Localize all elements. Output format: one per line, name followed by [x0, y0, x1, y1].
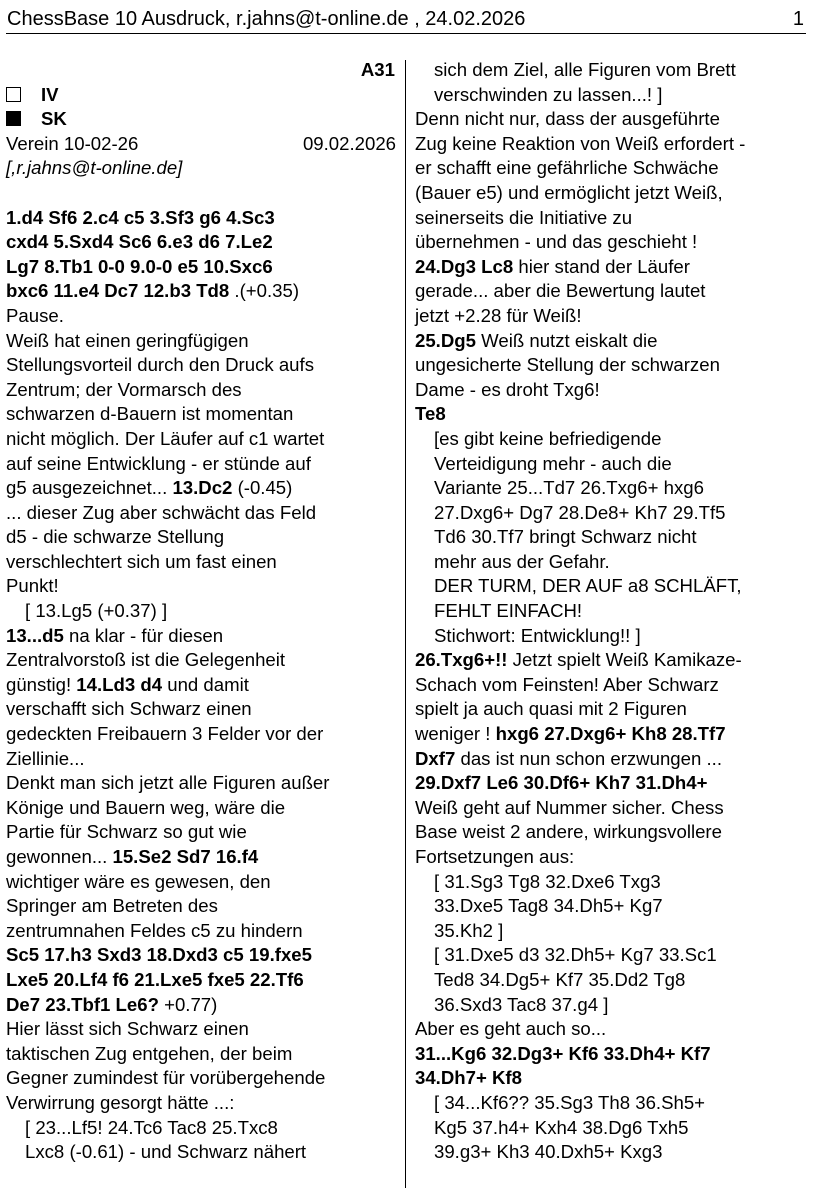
comment-text: Weiß hat einen geringfügigen [6, 329, 249, 351]
move-text: Lxe5 20.Lf4 f6 21.Lxe5 fxe5 22.Tf6 [6, 968, 304, 990]
text-line [415, 870, 807, 895]
text-line [415, 230, 807, 255]
comment-text: [ 31.Dxe5 d3 32.Dh5+ Kg7 33.Sc1 [434, 944, 717, 966]
text-line [415, 83, 807, 108]
text-line [415, 329, 807, 354]
comment-text: Jetzt spielt Weiß Kamikaze- [507, 649, 742, 671]
text-line [415, 206, 807, 231]
text-line [415, 993, 807, 1018]
move-text: cxd4 5.Sxd4 Sc6 6.e3 d6 7.Le2 [6, 231, 273, 253]
comment-text: schwarzen d-Bauern ist momentan [6, 403, 294, 425]
move-text: 29.Dxf7 Le6 30.Df6+ Kh7 31.Dh4+ [415, 772, 708, 794]
comment-text: Hier lässt sich Schwarz einen [6, 1018, 249, 1040]
text-line [415, 402, 807, 427]
text-line [6, 550, 398, 575]
comment-text: na klar - für diesen [63, 624, 224, 646]
text-line [415, 574, 807, 599]
comment-text: g5 ausgezeichnet... [6, 477, 173, 499]
text-line [415, 1091, 807, 1116]
comment-text: Pause. [6, 304, 64, 326]
comment-text: [ 13.Lg5 (+0.37) ] [25, 600, 168, 622]
header-title: ChessBase 10 Ausdruck, r.jahns@t-online.de , 24.02.2026 [7, 8, 526, 30]
comment-text: Kg5 37.h4+ Kxh4 38.Dg6 Txh5 [434, 1116, 689, 1138]
text-line [415, 1042, 807, 1067]
text-line [6, 304, 398, 329]
move-text: 26.Txg6+!! [415, 649, 508, 671]
text-line [6, 501, 398, 526]
text-line [415, 58, 807, 83]
text-line [415, 894, 807, 919]
text-line [415, 919, 807, 944]
move-text: bxc6 11.e4 Dc7 12.b3 Td8 [6, 280, 230, 302]
comment-text: 33.Dxe5 Tag8 34.Dh5+ Kg7 [434, 895, 663, 917]
text-line [6, 427, 398, 452]
text-line [415, 1116, 807, 1141]
comment-text: Könige und Bauern weg, wäre die [6, 796, 286, 818]
move-text: Lg7 8.Tb1 0-0 9.0-0 e5 10.Sxc6 [6, 255, 273, 277]
blank-line [6, 181, 398, 206]
text-line [6, 919, 398, 944]
text-line [415, 968, 807, 993]
text-line [415, 279, 807, 304]
text-line [6, 599, 398, 624]
column-divider [405, 60, 406, 1188]
text-line [415, 747, 807, 772]
comment-text: Aber es geht auch so... [415, 1018, 607, 1040]
left-annotation-text [6, 206, 398, 1165]
text-line [415, 845, 807, 870]
black-square-icon [6, 111, 21, 126]
comment-text: Weiß geht auf Nummer sicher. Chess [415, 796, 724, 818]
move-text: Sc5 17.h3 Sxd3 18.Dxd3 c5 19.fxe5 [6, 944, 312, 966]
comment-text: Stichwort: Entwicklung!! ] [434, 624, 641, 646]
comment-text: Partie für Schwarz so gut wie [6, 821, 247, 843]
comment-text: jetzt +2.28 für Weiß! [415, 304, 582, 326]
comment-text: Denn nicht nur, dass der ausgeführte [415, 108, 720, 130]
black-player-row [6, 107, 398, 132]
text-line [415, 1066, 807, 1091]
page-number: 1 [792, 8, 804, 30]
game-date: 09.02.2026 [302, 132, 396, 154]
comment-text: spielt ja auch quasi mit 2 Figuren [415, 698, 687, 720]
text-line [415, 796, 807, 821]
text-line [6, 279, 398, 304]
text-line [415, 624, 807, 649]
comment-text: gedeckten Freibauern 3 Felder vor der [6, 723, 324, 745]
comment-text: Verwirrung gesorgt hätte ...: [6, 1091, 235, 1113]
comment-text: +0.77) [158, 993, 218, 1015]
text-line [415, 697, 807, 722]
text-line [415, 132, 807, 157]
comment-text: sich dem Ziel, alle Figuren vom Brett [434, 59, 736, 80]
comment-text: [ 34...Kf6?? 35.Sg3 Th8 36.Sh5+ [434, 1091, 706, 1113]
text-line [6, 845, 398, 870]
text-line [415, 648, 807, 673]
comment-text: ungesicherte Stellung der schwarzen [415, 354, 720, 376]
comment-text: FEHLT EINFACH! [434, 600, 583, 622]
event-row [6, 132, 398, 157]
comment-text: Variante 25...Td7 26.Txg6+ hxg6 [434, 477, 704, 499]
comment-text: weniger ! [415, 723, 496, 745]
comment-text: 39.g3+ Kh3 40.Dxh5+ Kxg3 [434, 1141, 663, 1163]
left-column [6, 58, 398, 1165]
comment-text: Zug keine Reaktion von Weiß erfordert - [415, 132, 746, 154]
text-line [415, 525, 807, 550]
comment-text: seinerseits die Initiative zu [415, 206, 633, 228]
text-line [6, 353, 398, 378]
white-square-icon [6, 87, 21, 102]
text-line [6, 894, 398, 919]
comment-text: DER TURM, DER AUF a8 SCHLÄFT, [434, 575, 742, 597]
comment-text: d5 - die schwarze Stellung [6, 526, 225, 548]
comment-text: [es gibt keine befriedigende [434, 427, 662, 449]
text-line [6, 378, 398, 403]
move-text: 14.Ld3 d4 [76, 673, 163, 695]
text-line [6, 329, 398, 354]
text-line [415, 599, 807, 624]
text-line [6, 747, 398, 772]
move-text: Dxf7 [415, 747, 456, 769]
text-line [415, 771, 807, 796]
comment-text: gewonnen... [6, 846, 113, 867]
text-line [415, 1140, 807, 1165]
comment-text: auf seine Entwicklung - er stünde auf [6, 452, 311, 474]
comment-text: Lxc8 (-0.61) - und Schwarz nähert [25, 1141, 307, 1163]
text-line [415, 427, 807, 452]
comment-text: Verteidigung mehr - auch die [434, 452, 672, 474]
text-line [6, 1066, 398, 1091]
text-line [6, 476, 398, 501]
comment-text: 27.Dxg6+ Dg7 28.De8+ Kh7 29.Tf5 [434, 501, 726, 523]
white-player: IV [41, 83, 59, 105]
text-line [415, 452, 807, 477]
right-column [415, 58, 807, 1165]
white-player-row [6, 83, 398, 108]
move-text: 13...d5 [6, 624, 64, 646]
text-line [6, 1091, 398, 1116]
text-line [415, 156, 807, 181]
comment-text: Dame - es droht Txg6! [415, 378, 600, 400]
comment-text: Gegner zumindest für vorübergehende [6, 1067, 326, 1089]
comment-text: (Bauer e5) und ermöglicht jetzt Weiß, [415, 181, 723, 203]
text-line [6, 255, 398, 280]
text-line [6, 673, 398, 698]
text-line [6, 870, 398, 895]
text-line [6, 574, 398, 599]
comment-text: .(+0.35) [229, 280, 300, 302]
move-text: 25.Dg5 [415, 329, 476, 351]
right-annotation-text [415, 58, 807, 1165]
move-text: 31...Kg6 32.Dg3+ Kf6 33.Dh4+ Kf7 [415, 1042, 711, 1064]
move-text: hxg6 27.Dxg6+ Kh8 28.Tf7 [495, 723, 726, 745]
comment-text: Stellungsvorteil durch den Druck aufs [6, 354, 314, 376]
eco-code: A31 [360, 59, 395, 80]
comment-text: Schach vom Feinsten! Aber Schwarz [415, 673, 719, 695]
text-line [415, 1017, 807, 1042]
move-text: 15.Se2 Sd7 16.f4 [112, 846, 259, 867]
comment-text: er schafft eine gefährliche Schwäche [415, 157, 719, 179]
text-line [6, 943, 398, 968]
text-line [415, 722, 807, 747]
comment-text: [ 23...Lf5! 24.Tc6 Tac8 25.Txc8 [25, 1116, 278, 1138]
text-line [6, 230, 398, 255]
black-player: SK [41, 108, 67, 130]
comment-text: gerade... aber die Bewertung lautet [415, 280, 706, 302]
text-line [415, 378, 807, 403]
text-line [415, 501, 807, 526]
text-line [6, 402, 398, 427]
text-line [415, 820, 807, 845]
move-text: De7 23.Tbf1 Le6? [6, 993, 159, 1015]
text-line [6, 525, 398, 550]
text-line [6, 648, 398, 673]
page-header [6, 0, 806, 34]
comment-text: zentrumnahen Feldes c5 zu hindern [6, 919, 303, 941]
comment-text: verschwinden zu lassen...! ] [434, 83, 663, 105]
comment-text: Springer am Betreten des [6, 895, 218, 917]
comment-text: 36.Sxd3 Tac8 37.g4 ] [434, 993, 609, 1015]
text-line [6, 1116, 398, 1141]
text-line [415, 304, 807, 329]
text-line [6, 697, 398, 722]
comment-text: Td6 30.Tf7 bringt Schwarz nicht [434, 526, 697, 548]
text-line [6, 1042, 398, 1067]
text-line [6, 1140, 398, 1165]
text-line [415, 107, 807, 132]
move-text: Te8 [415, 403, 446, 425]
comment-text: verschlechtert sich um fast einen [6, 550, 277, 572]
comment-text: und damit [162, 673, 249, 695]
text-line [6, 206, 398, 231]
move-text: 24.Dg3 Lc8 [415, 255, 514, 277]
comment-text: Punkt! [6, 575, 59, 597]
comment-text: übernehmen - und das geschieht ! [415, 231, 698, 253]
comment-text: hier stand der Läufer [513, 255, 690, 277]
text-line [6, 624, 398, 649]
comment-text: ... dieser Zug aber schwächt das Feld [6, 501, 317, 523]
text-line [415, 943, 807, 968]
comment-text: mehr aus der Gefahr. [434, 550, 610, 572]
text-line [415, 550, 807, 575]
text-line [6, 796, 398, 821]
comment-text: 35.Kh2 ] [434, 919, 504, 941]
comment-text: das ist nun schon erzwungen ... [455, 747, 722, 769]
text-line [415, 181, 807, 206]
comment-text: nicht möglich. Der Läufer auf c1 wartet [6, 427, 325, 449]
text-line [6, 968, 398, 993]
annotator: [,r.jahns@t-online.de] [6, 157, 183, 179]
text-line [6, 993, 398, 1018]
text-line [6, 820, 398, 845]
comment-text: [ 31.Sg3 Tg8 32.Dxe6 Txg3 [434, 870, 661, 892]
move-text: 34.Dh7+ Kf8 [415, 1067, 522, 1089]
comment-text: (-0.45) [232, 477, 293, 499]
comment-text: wichtiger wäre es gewesen, den [6, 870, 271, 892]
comment-text: Zentrum; der Vormarsch des [6, 378, 242, 400]
comment-text: Ziellinie... [6, 747, 85, 769]
text-line [6, 771, 398, 796]
move-text: 13.Dc2 [172, 477, 233, 499]
comment-text: Ted8 34.Dg5+ Kf7 35.Dd2 Tg8 [434, 968, 686, 990]
comment-text: Base weist 2 andere, wirkungsvollere [415, 821, 722, 843]
comment-text: taktischen Zug entgehen, der beim [6, 1042, 293, 1064]
event-name: Verein 10-02-26 [6, 132, 139, 154]
text-line [415, 255, 807, 280]
comment-text: Denkt man sich jetzt alle Figuren außer [6, 772, 330, 794]
text-line [415, 353, 807, 378]
text-line [6, 1017, 398, 1042]
comment-text: günstig! [6, 673, 77, 695]
comment-text: Weiß nutzt eiskalt die [475, 329, 658, 351]
comment-text: verschafft sich Schwarz einen [6, 698, 252, 720]
move-text: 1.d4 Sf6 2.c4 c5 3.Sf3 g6 4.Sc3 [6, 206, 275, 228]
comment-text: Zentralvorstoß ist die Gelegenheit [6, 649, 286, 671]
text-line [6, 722, 398, 747]
text-line [415, 476, 807, 501]
comment-text: Fortsetzungen aus: [415, 846, 575, 867]
text-line [6, 452, 398, 477]
text-line [415, 673, 807, 698]
